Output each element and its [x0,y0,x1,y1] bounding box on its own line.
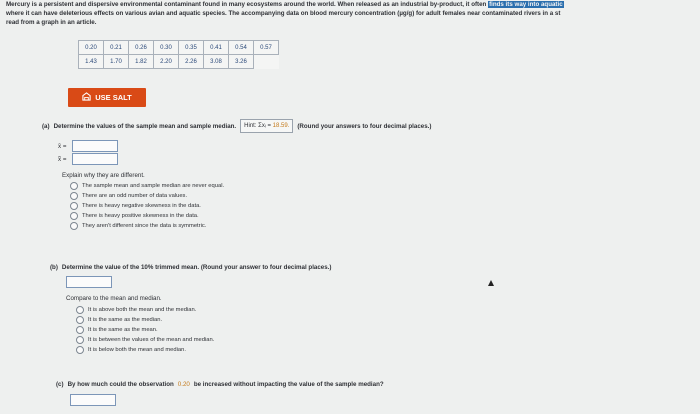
radio-circle[interactable] [76,316,84,324]
data-row-1 [79,41,279,55]
part-c-text-post: be increased without impacting the value of the sample median? [193,381,384,388]
mouse-cursor-icon [488,280,494,286]
hint-sum: Σxᵢ = [258,123,271,129]
data-cell: 1.82 [129,55,154,69]
option-label: They aren't different since the data is symmetric. [82,223,207,229]
radio-option-b4[interactable] [76,335,214,345]
hint-box [240,119,293,133]
option-label: There is heavy negative skewness in the data. [82,203,201,209]
part-b-text: Determine the value of the 10% trimmed mean. (Round your answer to four decimal places.) [61,264,332,271]
trimmed-mean-input[interactable] [66,276,112,288]
option-label: It is above both the mean and the median. [88,307,197,313]
data-cell: 0.54 [229,41,254,55]
option-label: It is below both the mean and median. [88,347,186,353]
option-label: The sample mean and sample median are never equal. [82,183,225,189]
data-cell: 0.41 [204,41,229,55]
radio-option-a3[interactable] [70,201,224,211]
part-a-label: (a) [42,122,50,130]
option-label: It is the same as the median. [88,317,163,323]
radio-option-b3[interactable] [76,325,214,335]
compare-label: Compare to the mean and median. [66,295,162,302]
radio-circle[interactable] [76,336,84,344]
explain-label: Explain why they are different. [62,172,145,179]
part-c-question [56,381,384,388]
radio-option-a1[interactable] [70,181,224,191]
radio-option-b1[interactable] [76,305,214,315]
intro-line3: read from a graph in an article. [6,19,97,26]
radio-circle[interactable] [70,182,78,190]
radio-option-b5[interactable] [76,345,214,355]
data-cell: 1.43 [79,55,104,69]
part-a-text: Determine the values of the sample mean and sample median. [53,122,237,130]
median-row [58,153,118,165]
data-cell: 0.21 [104,41,129,55]
data-cell: 0.35 [179,41,204,55]
option-label: It is the same as the mean. [88,327,158,333]
hint-value: 18.59. [272,123,290,129]
use-salt-label: USE SALT [95,93,132,102]
intro-lead: Mercury is a persistent and dispersive environmental contaminant found in many ecosystems around the world. When released as an industrial by-product, it often [6,1,487,8]
problem-intro [6,0,700,27]
data-cell: 3.26 [229,55,254,69]
radio-circle[interactable] [76,306,84,314]
data-row-2 [79,55,279,69]
radio-option-a5[interactable] [70,221,224,231]
option-label: There are an odd number of data values. [82,193,188,199]
intro-line2: where it can have deleterious effects on various avian and aquatic species. The accompanying data on blood mercury concentration (µg/g) for adult females near contaminated rivers in a st [6,10,561,17]
radio-circle[interactable] [70,212,78,220]
part-c-input[interactable] [70,394,116,406]
radio-circle[interactable] [70,222,78,230]
data-cell: 1.70 [104,55,129,69]
radio-option-a4[interactable] [70,211,224,221]
data-cell: 0.57 [254,41,279,55]
data-cell: 0.30 [154,41,179,55]
data-cell: 0.26 [129,41,154,55]
median-symbol: x̃ = [58,155,67,163]
part-c-label: (c) [56,381,64,388]
part-a-instruction: (Round your answers to four decimal places.) [297,122,432,130]
option-label: There is heavy positive skewness in the data. [82,213,199,219]
data-cell: 0.20 [79,41,104,55]
data-cell: 2.20 [154,55,179,69]
part-a-question [42,119,431,133]
mean-row [58,140,118,152]
part-c-text-pre: By how much could the observation [67,381,174,388]
radio-circle[interactable] [76,326,84,334]
data-cell: 3.08 [204,55,229,69]
part-b-options [76,305,214,355]
part-a-options [70,181,224,231]
radio-option-b2[interactable] [76,315,214,325]
radio-circle[interactable] [70,202,78,210]
salt-icon [82,92,91,103]
use-salt-button[interactable] [68,88,146,107]
option-label: It is between the values of the mean and median. [88,337,215,343]
radio-circle[interactable] [70,192,78,200]
data-table [78,40,279,69]
mean-input[interactable] [72,140,118,152]
data-cell: 2.26 [179,55,204,69]
part-b-question [50,264,331,271]
part-c-observation: 0.20 [177,381,190,388]
radio-circle[interactable] [76,346,84,354]
median-input[interactable] [72,153,118,165]
intro-highlight: finds its way into aquatic [489,1,563,8]
hint-prefix: Hint: [244,123,257,129]
radio-option-a2[interactable] [70,191,224,201]
part-b-label: (b) [50,264,58,271]
mean-symbol: x̄ = [58,142,67,150]
